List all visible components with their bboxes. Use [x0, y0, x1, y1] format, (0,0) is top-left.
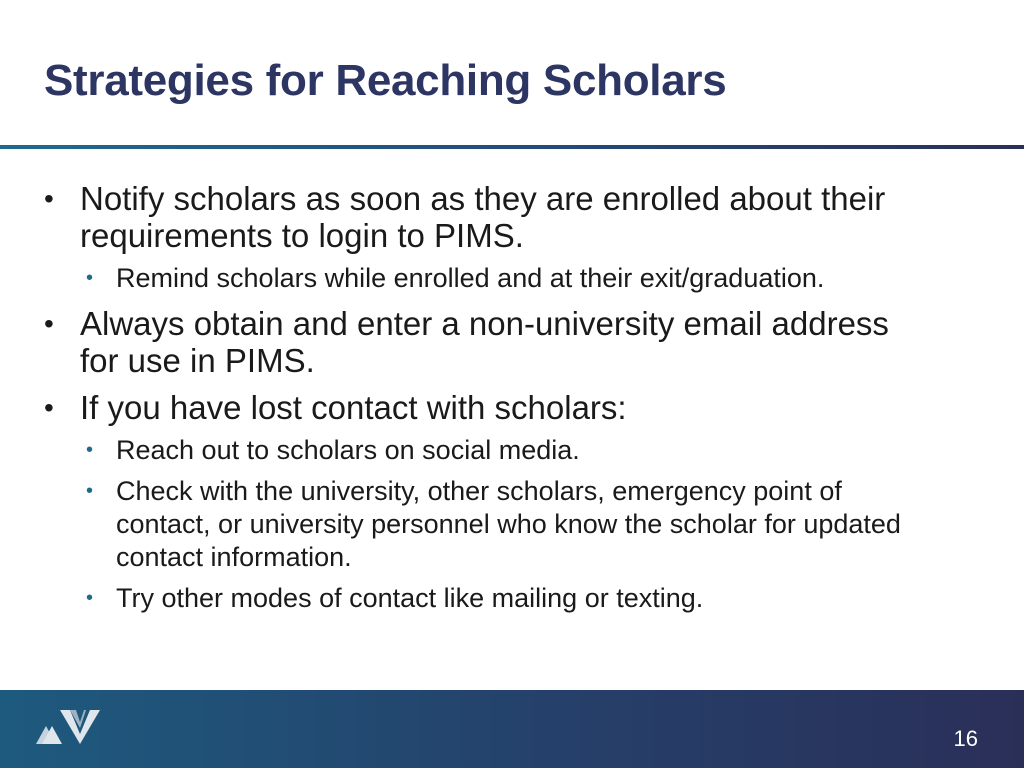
bullet-item: • Always obtain and enter a non-university email address for use in PIMS.: [80, 305, 910, 379]
logo-icon: [34, 706, 104, 746]
slide-title: Strategies for Reaching Scholars: [44, 56, 727, 105]
sub-bullet-item: • Remind scholars while enrolled and at their exit/graduation.: [116, 262, 916, 295]
sub-bullet-item: • Check with the university, other scholars, emergency point of contact, or university personnel who know the scholar for updated contact information.: [116, 475, 916, 574]
bullet-list: [0, 180, 1024, 615]
bullet-item: • If you have lost contact with scholars:: [80, 389, 910, 426]
page-number: 16: [953, 726, 978, 751]
footer-bar: [0, 690, 1024, 768]
sub-bullet-item: • Reach out to scholars on social media.: [116, 434, 916, 467]
title-divider: [0, 145, 1024, 149]
bullet-item: • Notify scholars as soon as they are enrolled about their requirements to login to PIMS.: [80, 180, 910, 254]
sub-bullet-item: • Try other modes of contact like mailing or texting.: [116, 582, 916, 615]
